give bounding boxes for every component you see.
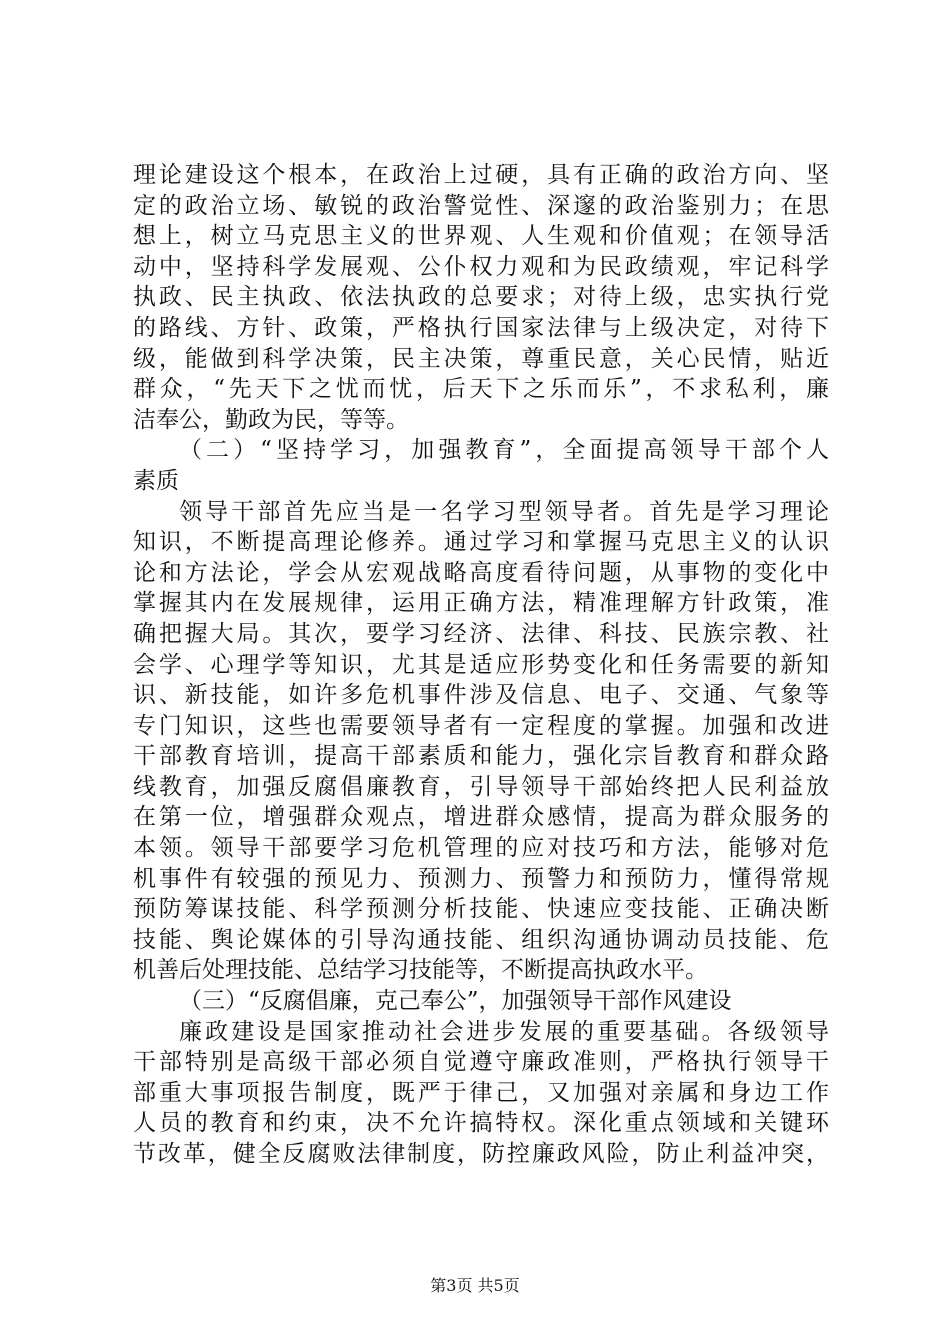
text-line: 级，能做到科学决策，民主决策，尊重民意，关心民情，贴近 bbox=[133, 345, 829, 372]
text-line: 理论建设这个根本，在政治上过硬，具有正确的政治方向、坚 bbox=[133, 162, 829, 188]
text-line: 廉政建设是国家推动社会进步发展的重要基础。各级领导 bbox=[179, 1018, 829, 1045]
text-line: 技能、舆论媒体的引导沟通技能、组织沟通协调动员技能、危 bbox=[133, 926, 829, 953]
text-line: 动中，坚持科学发展观、公仆权力观和为民政绩观，牢记科学 bbox=[133, 253, 829, 280]
text-line: 论和方法论，学会从宏观战略高度看待问题，从事物的变化中 bbox=[133, 559, 829, 586]
text-line: 掌握其内在发展规律，运用正确方法，精准理解方针政策，准 bbox=[133, 590, 829, 617]
page-number: 第3页 共5页 bbox=[430, 1276, 520, 1295]
text-line: 机善后处理技能、总结学习技能等，不断提高执政水平。 bbox=[133, 957, 708, 984]
text-line: 在第一位，增强群众观点，增进群众感情，提高为群众服务的 bbox=[133, 804, 829, 831]
text-line: 领导干部首先应当是一名学习型领导者。首先是学习理论 bbox=[179, 498, 829, 525]
section-heading: （三）“反腐倡廉，克己奉公”，加强领导干部作风建设 bbox=[179, 988, 732, 1015]
text-line: 专门知识，这些也需要领导者有一定程度的掌握。加强和改进 bbox=[133, 712, 829, 739]
text-line: 机事件有较强的预见力、预测力、预警力和预防力，懂得常规 bbox=[133, 865, 829, 892]
text-line: 执政、民主执政、依法执政的总要求；对待上级，忠实执行党 bbox=[133, 284, 829, 311]
text-line: 洁奉公，勤政为民，等等。 bbox=[133, 406, 409, 433]
body-text bbox=[133, 160, 829, 1170]
text-line: 知识，不断提高理论修养。通过学习和掌握马克思主义的认识 bbox=[133, 529, 829, 556]
section-heading: （二）“坚持学习，加强教育”，全面提高领导干部个人 bbox=[179, 437, 829, 464]
text-line: 会学、心理学等知识，尤其是适应形势变化和任务需要的新知 bbox=[133, 651, 829, 678]
text-line: 干部特别是高级干部必须自觉遵守廉政准则，严格执行领导干 bbox=[133, 1049, 829, 1076]
text-line: 预防筹谋技能、科学预测分析技能、快速应变技能、正确决断 bbox=[133, 896, 829, 923]
text-line: 本领。领导干部要学习危机管理的应对技巧和方法，能够对危 bbox=[133, 835, 829, 862]
section-heading: 素质 bbox=[133, 467, 179, 494]
text-line: 群众，“先天下之忧而忧，后天下之乐而乐”，不求私利，廉 bbox=[133, 376, 829, 403]
text-line: 线教育，加强反腐倡廉教育，引导领导干部始终把人民利益放 bbox=[133, 773, 829, 800]
text-line: 的路线、方针、政策，严格执行国家法律与上级决定，对待下 bbox=[133, 314, 829, 341]
text-line: 识、新技能，如许多危机事件涉及信息、电子、交通、气象等 bbox=[133, 682, 829, 709]
text-line: 确把握大局。其次，要学习经济、法律、科技、民族宗教、社 bbox=[133, 620, 829, 647]
text-line: 人员的教育和约束，决不允许搞特权。深化重点领域和关键环 bbox=[133, 1110, 829, 1137]
text-line: 部重大事项报告制度，既严于律己，又加强对亲属和身边工作 bbox=[133, 1079, 829, 1106]
text-line: 干部教育培训，提高干部素质和能力，强化宗旨教育和群众路 bbox=[133, 743, 829, 770]
text-line: 想上，树立马克思主义的世界观、人生观和价值观；在领导活 bbox=[133, 223, 829, 250]
text-line: 节改革，健全反腐败法律制度，防控廉政风险，防止利益冲突， bbox=[133, 1141, 829, 1167]
text-line: 定的政治立场、敏锐的政治警觉性、深邃的政治鉴别力；在思 bbox=[133, 192, 829, 219]
